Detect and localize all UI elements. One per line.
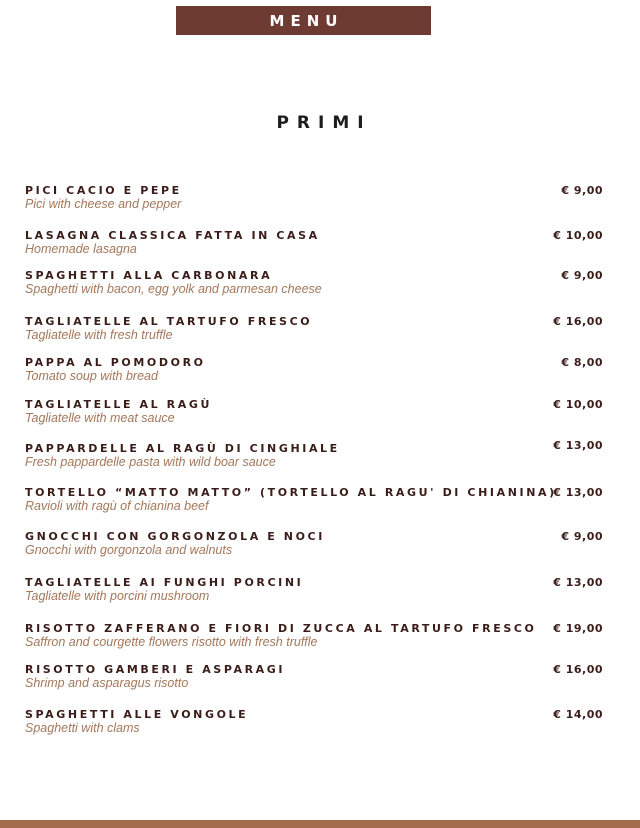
menu-item [25, 229, 605, 256]
menu-item [25, 315, 605, 342]
menu-title: MENU [269, 11, 344, 30]
item-name: RISOTTO ZAFFERANO E FIORI DI ZUCCA AL TARTUFO FRESCO [25, 622, 537, 635]
item-description: Ravioli with ragù of chianina beef [25, 499, 209, 513]
item-name: TORTELLO “MATTO MATTO” (TORTELLO AL RAGU' DI CHIANINA) [25, 486, 557, 499]
menu-item [25, 622, 605, 649]
section-title: PRIMI [276, 113, 372, 133]
menu-item [25, 486, 605, 513]
item-name: LASAGNA CLASSICA FATTA IN CASA [25, 229, 320, 242]
item-price: € 13,00 [553, 439, 603, 452]
item-description: Pici with cheese and pepper [25, 197, 182, 211]
item-description: Saffron and courgette flowers risotto with fresh truffle [25, 635, 318, 649]
item-name: RISOTTO GAMBERI E ASPARAGI [25, 663, 286, 676]
item-description: Spaghetti with clams [25, 721, 140, 735]
menu-item [25, 184, 605, 211]
item-name: PAPPA AL POMODORO [25, 356, 206, 369]
item-description: Gnocchi with gorgonzola and walnuts [25, 543, 233, 557]
item-description: Fresh pappardelle pasta with wild boar sauce [25, 455, 276, 469]
menu-item [25, 708, 605, 735]
item-description: Shrimp and asparagus risotto [25, 676, 189, 690]
item-price: € 19,00 [553, 622, 603, 635]
menu-banner [176, 6, 431, 35]
item-name: GNOCCHI CON GORGONZOLA E NOCI [25, 530, 325, 543]
menu-item [25, 269, 605, 296]
item-name: TAGLIATELLE AL TARTUFO FRESCO [25, 315, 313, 328]
item-name: PICI CACIO E PEPE [25, 184, 182, 197]
item-name: TAGLIATELLE AI FUNGHI PORCINI [25, 576, 304, 589]
item-description: Homemade lasagna [25, 242, 137, 256]
item-price: € 14,00 [553, 708, 603, 721]
item-description: Tagliatelle with meat sauce [25, 411, 175, 425]
item-price: € 16,00 [553, 663, 603, 676]
item-description: Tagliatelle with porcini mushroom [25, 589, 210, 603]
menu-item [25, 356, 605, 383]
item-name: PAPPARDELLE AL RAGÙ DI CINGHIALE [25, 442, 340, 455]
footer-bar [0, 820, 640, 828]
item-name: TAGLIATELLE AL RAGÙ [25, 398, 213, 411]
item-price: € 13,00 [553, 486, 603, 499]
menu-item [25, 439, 605, 469]
item-description: Tomato soup with bread [25, 369, 158, 383]
menu-item [25, 530, 605, 557]
item-description: Tagliatelle with fresh truffle [25, 328, 173, 342]
item-name: SPAGHETTI ALLE VONGOLE [25, 708, 249, 721]
item-name: SPAGHETTI ALLA CARBONARA [25, 269, 273, 282]
item-price: € 10,00 [553, 229, 603, 242]
item-price: € 9,00 [561, 269, 603, 282]
item-description: Spaghetti with bacon, egg yolk and parmesan cheese [25, 282, 322, 296]
item-price: € 9,00 [561, 184, 603, 197]
item-price: € 13,00 [553, 576, 603, 589]
menu-item [25, 576, 605, 603]
menu-item [25, 398, 605, 425]
item-price: € 8,00 [561, 356, 603, 369]
item-price: € 10,00 [553, 398, 603, 411]
item-price: € 9,00 [561, 530, 603, 543]
menu-item [25, 663, 605, 690]
item-price: € 16,00 [553, 315, 603, 328]
